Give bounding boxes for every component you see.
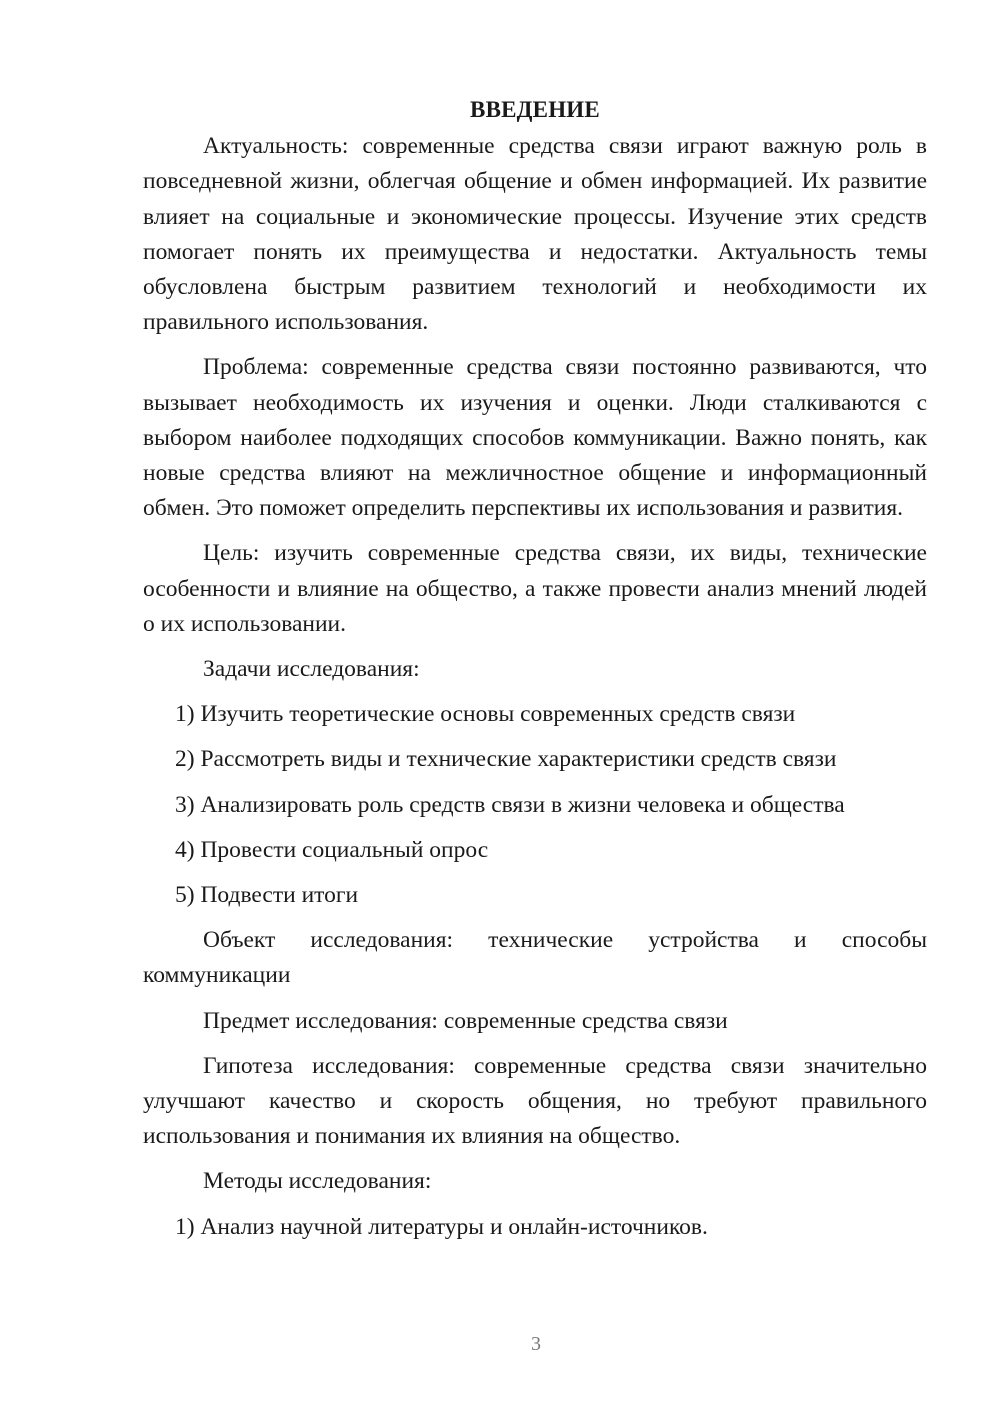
paragraph-object: Объект исследования: технические устройства и способы коммуникации: [143, 927, 927, 989]
paragraph-relevance: Актуальность: современные средства связи играют важную роль в повседневной жизни, облегчая общение и обмен информацией. Их развитие влияет на социальные и экономические процессы. Изучение этих средств помогает понять их преимущества и недостатки. Актуальность темы обусловлена быстрым развитием технологий и необходимости их правильного использования.: [143, 133, 927, 336]
methods-heading: Методы исследования:: [203, 1168, 432, 1195]
paragraph-goal: Цель: изучить современные средства связи, их виды, технические особенности и влияние на общество, а также провести анализ мнений людей о их использовании.: [143, 540, 927, 637]
page-content: [143, 92, 927, 1255]
page-title: ВВЕДЕНИЕ: [470, 97, 600, 122]
paragraph-hypothesis: Гипотеза исследования: современные средства связи значительно улучшают качество и скорость общения, но требуют правильного использования и понимания их влияния на общество.: [143, 1052, 927, 1150]
paragraph-subject: Предмет исследования: современные средства связи: [203, 1007, 728, 1034]
list-item: 2) Рассмотреть виды и технические характеристики средств связи: [175, 746, 837, 773]
list-item: 3) Анализировать роль средств связи в жизни человека и общества: [175, 791, 845, 818]
page-number: 3: [531, 1333, 541, 1355]
list-item: 1) Изучить теоретические основы современных средств связи: [175, 701, 796, 728]
list-item: 4) Провести социальный опрос: [175, 836, 489, 863]
list-item: 5) Подвести итоги: [175, 882, 359, 909]
paragraph-problem: Проблема: современные средства связи постоянно развиваются, что вызывает необходимость их изучения и оценки. Люди сталкиваются с выбором наиболее подходящих способов коммуникации. Важно понять, как новые средства влияют на межличностное общение и информационный обмен. Это поможет определить перспективы их использования и развития.: [143, 354, 927, 522]
methods-list: [143, 1210, 927, 1245]
tasks-heading: Задачи исследования:: [203, 656, 420, 683]
tasks-list: [143, 697, 927, 913]
list-item: 1) Анализ научной литературы и онлайн-источников.: [175, 1213, 708, 1240]
